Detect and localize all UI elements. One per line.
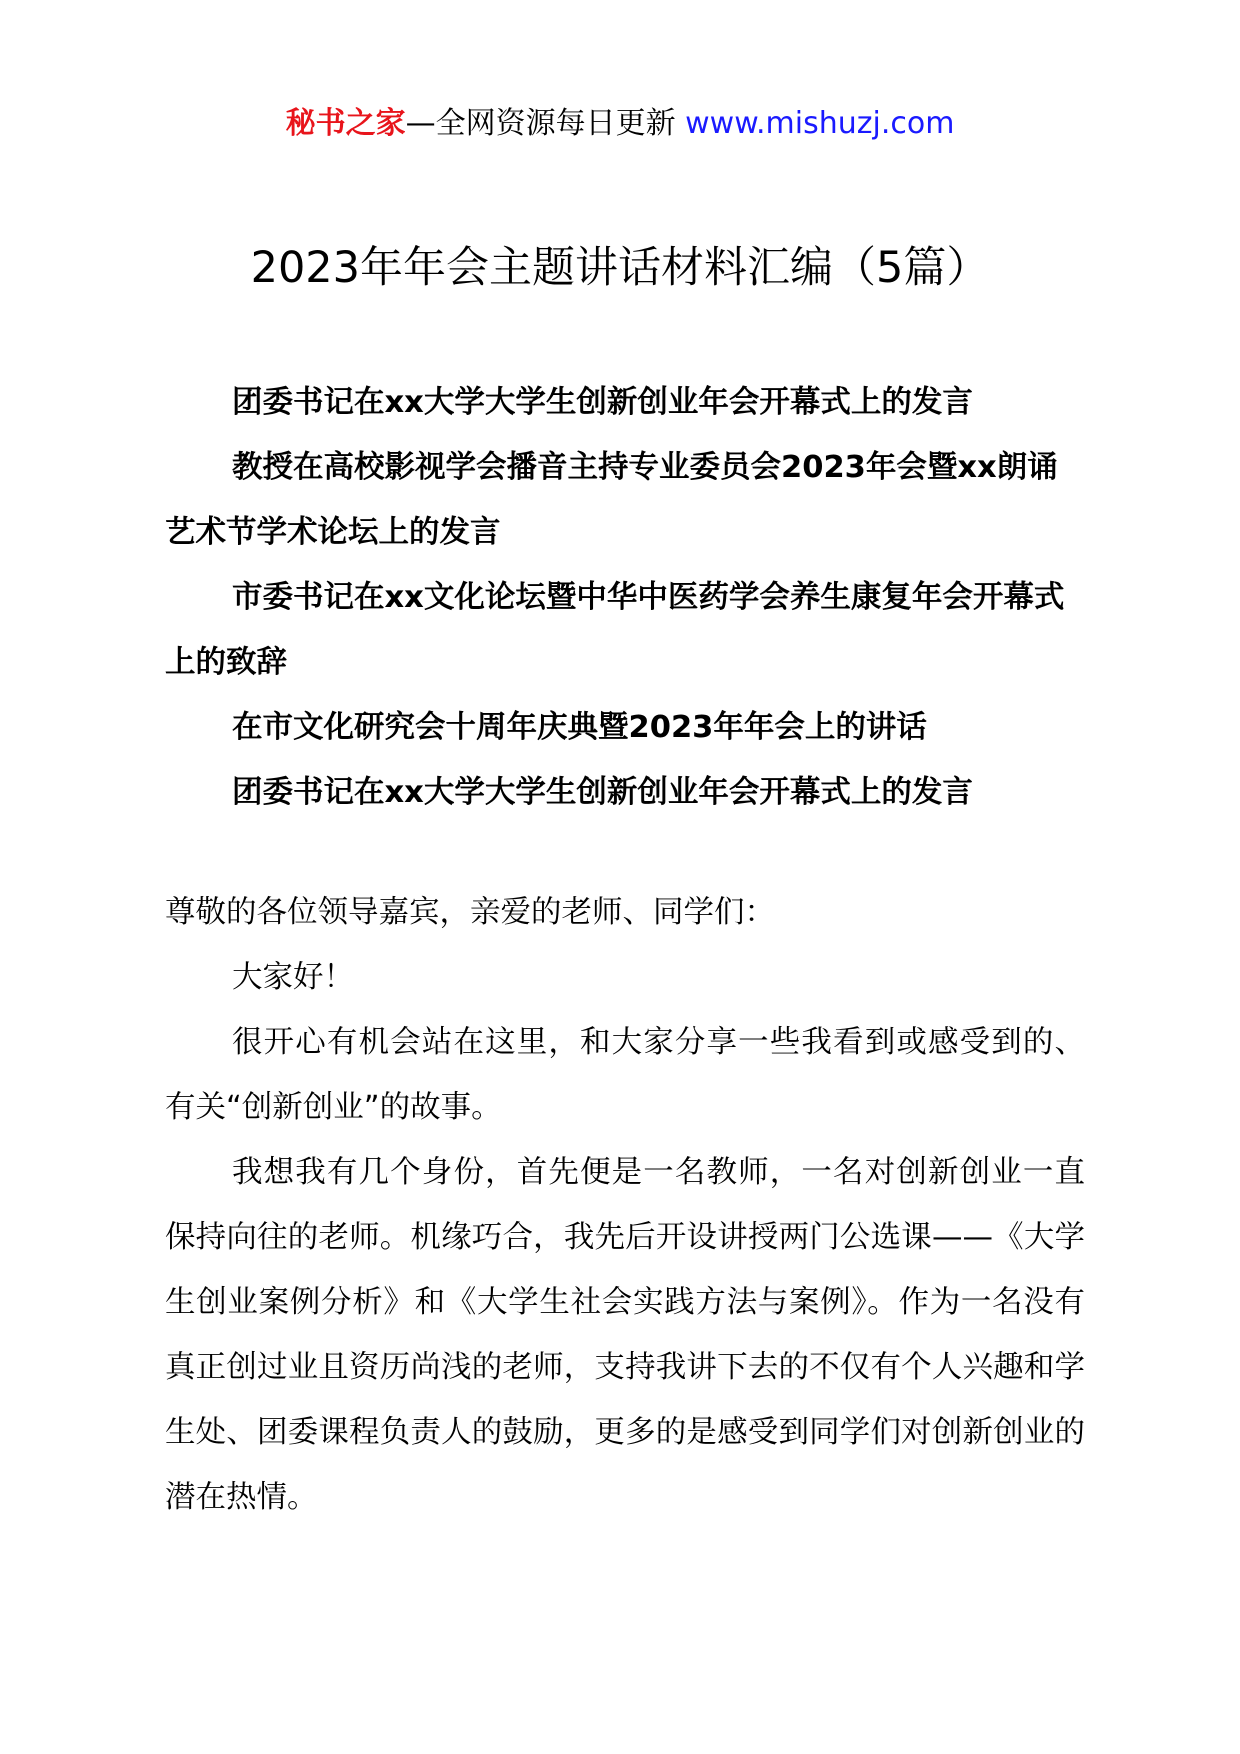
toc-item-3: 市委书记在xx文化论坛暨中华中医药学会养生康复年会开幕式上的致辞 — [165, 580, 1065, 680]
table-of-contents — [165, 370, 1085, 825]
site-brand: 秘书之家 — [285, 106, 406, 141]
toc-item-2: 教授在高校影视学会播音主持专业委员会2023年会暨xx朗诵艺术节学术论坛上的发言 — [165, 450, 1058, 550]
paragraph-intro: 很开心有机会站在这里，和大家分享一些我看到或感受到的、有关“创新创业”的故事。 — [165, 1025, 1085, 1125]
paragraph-greeting: 大家好！ — [232, 960, 354, 995]
salutation: 尊敬的各位领导嘉宾，亲爱的老师、同学们： — [165, 895, 775, 930]
speech-body — [165, 880, 1085, 1530]
toc-item-1: 团委书记在xx大学大学生创新创业年会开幕式上的发言 — [232, 385, 973, 420]
site-tagline: —全网资源每日更新 — [405, 106, 676, 141]
document-title: 2023年年会主题讲话材料汇编（5篇） — [250, 243, 990, 293]
paragraph-identity: 我想我有几个身份，首先便是一名教师，一名对创新创业一直保持向往的老师。机缘巧合，我先后开设讲授两门公选课——《大学生创业案例分析》和《大学生社会实践方法与案例》。作为一名没有真正创过业且资历尚浅的老师，支持我讲下去的不仅有个人兴趣和学生处、团委课程负责人的鼓励，更多的是感受到同学们对创新创业的潜在热情。 — [165, 1155, 1085, 1515]
site-header — [0, 100, 1240, 148]
toc-item-5: 团委书记在xx大学大学生创新创业年会开幕式上的发言 — [232, 775, 973, 810]
toc-item-4: 在市文化研究会十周年庆典暨2023年年会上的讲话 — [232, 710, 927, 745]
site-url-link[interactable]: www.mishuzj.com — [685, 106, 955, 141]
